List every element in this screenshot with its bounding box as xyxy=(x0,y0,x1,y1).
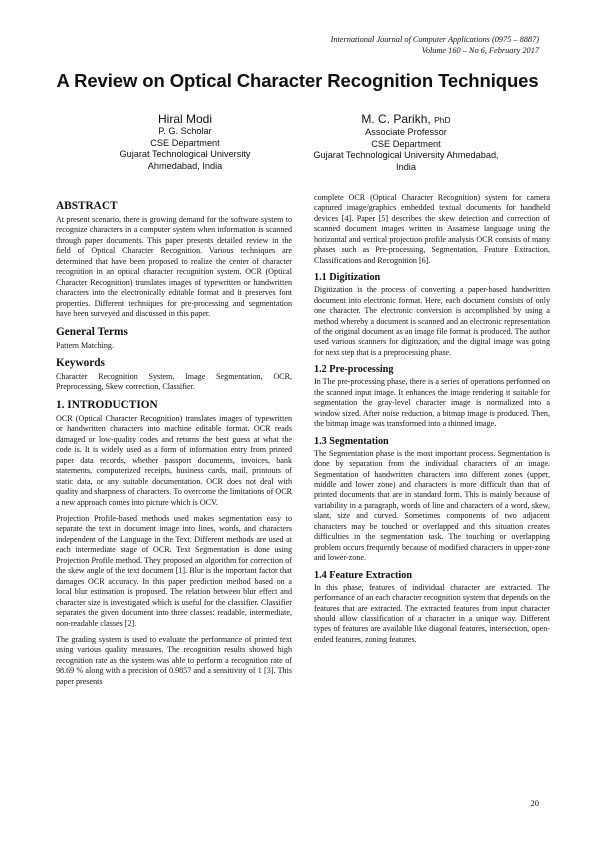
section-heading-digitization: 1.1 Digitization xyxy=(314,272,381,284)
page-number: 20 xyxy=(530,798,539,808)
journal-header xyxy=(331,35,539,56)
section-heading-segmentation: 1.3 Segmentation xyxy=(314,435,389,447)
introduction-continuation: complete OCR (Optical Character Recognition) system for camera captured image/graphics embedded textual documents for handheld devices [4]. Paper [5] describes the skew detection and correction of scanned document images written in Assamese language using the horizontal and vertical projection profile analysis OCR consists of many phases such as Pre-processing, Segmentation, Feature Extraction, Classifications and Recognition [6]. xyxy=(314,193,550,265)
section-text-digitization: Digitization is the process of converting a paper-based handwritten document into electronic format. Here, each document consists of only one character. The electronic conversion is accomplished by using a method whereby a document is scanned and an electronic representation of the original document as an image file format is produced. The author used various scanners for digitization, and the digital image was going for next step that is a preprocessing phase. xyxy=(314,285,550,357)
author-university: Gujarat Technological University xyxy=(119,149,251,160)
author-name: M. C. Parikh, PhD xyxy=(361,112,451,126)
introduction-paragraph: The grading system is used to evaluate the performance of printed text using various quality measures. The recognition results showed high recognition rate as the system was able to perform a recognition rate of 98.69 % along with a precision of 0.9857 and a sensitivity of 1 [3]. This paper presents xyxy=(56,634,292,686)
paper-title: A Review on Optical Character Recognition Techniques xyxy=(56,70,539,91)
introduction-paragraph: OCR (Optical Character Recognition) translates images of typewritten or handwritten characters into machine editable format. OCR reads damaged or low-quality codes and returns the best guess at what the code is. It is widely used as a form of information entry from printed paper data records, whether passport documents, invoices, bank statements, computerized receipts, business cards, mail, printouts of static data, or any suitable documentation. OCR does not deal with quality and sharpness of characters. To overcome the limitations of OCR a new approach comes into picture which is OCV. xyxy=(56,413,292,507)
author-name: Hiral Modi xyxy=(157,112,212,126)
abstract-text: At present scenario, there is growing demand for the software system to recognize characters in a computer system when information is scanned through paper documents. This paper presents detailed review in the field of Optical Character Recognition. Various techniques are determined that have been proposed to realize the center of character recognition in an optical character recognition system. OCR (Optical Character Recognition) translates images of typewritten or handwritten characters into the electronically editable format and it preserves font properties. Different techniques for pre-processing and segmentation have been surveyed and discussed in this paper. xyxy=(56,215,292,319)
section-text-preprocessing: In The pre-processing phase, there is a series of operations performed on the scanned input image. It enhances the image rendering it suitable for segmentation the gray-level character image is normalized into a window sized. After noise reduction, a bitmap image is produced. Then, the bitmap image was transformed into a thinned image. xyxy=(314,377,550,429)
author-department: CSE Department xyxy=(150,137,220,148)
general-terms-text: Pattern Matching. xyxy=(56,340,114,350)
author-degree: PhD xyxy=(434,115,451,125)
author-position: P. G. Scholar xyxy=(158,126,212,136)
author-position: Associate Professor xyxy=(365,127,447,137)
author-department: CSE Department xyxy=(371,138,441,149)
section-heading-feature-extraction: 1.4 Feature Extraction xyxy=(314,569,412,581)
author-block-1 xyxy=(80,112,290,173)
keywords-heading: Keywords xyxy=(56,356,105,369)
journal-volume: Volume 160 – No 6, February 2017 xyxy=(421,45,539,55)
author-location: India xyxy=(396,162,416,173)
author-location: Ahmedabad, India xyxy=(147,161,223,172)
abstract-heading: ABSTRACT xyxy=(56,200,118,212)
right-column xyxy=(314,193,550,651)
author-block-2 xyxy=(282,112,530,174)
section-text-segmentation: The Segmentation phase is the most important process. Segmentation is done by separation from the individual characters of an image. Segmentation of handwritten characters into different zones (upper, middle and lower zone) and characters is more difficult than that of printed documents that are in standard form. This is mainly because of variability in a paragraph, words of line and characters of a word, skew, slant, size and curved. Sometimes components of two adjacent characters may be touched or overlapped and this situation creates difficulties in the segmentation task. The touching or overlapping problem occurs frequently because of modified characters in upper-zone and lower-zone. xyxy=(314,448,550,563)
journal-name: International Journal of Computer Applications (0975 – 8887) xyxy=(330,35,539,44)
introduction-heading: 1. INTRODUCTION xyxy=(56,398,158,411)
left-column xyxy=(56,200,292,693)
general-terms-heading: General Terms xyxy=(56,325,128,338)
author-university: Gujarat Technological University Ahmedabad, xyxy=(313,150,499,161)
keywords-text: Character Recognition System, Image Segmentation, OCR, Preprocessing, Skew correction, Classifier. xyxy=(56,371,292,392)
section-heading-preprocessing: 1.2 Pre-processing xyxy=(314,364,394,376)
introduction-paragraph: Projection Profile-based methods used makes segmentation easy to separate the text in document image into lines, words, and characters independent of the Language in the Text. Different methods are used at each intermediate stage of OCR. Text Segmentation is done using Projection Profile method. They proposed an algorithm for correction of the skew angle of the text document [1]. Blur is the important factor that damages OCR accuracy. In this paper prediction method based on a local blur estimation is proposed. The relation between blur effect and character size is investigated which is useful for the classifier. Classifier separates the given document into three classes: readable, intermediate, non-readable classes [2]. xyxy=(56,513,292,628)
section-text-feature-extraction: In this phase, features of individual character are extracted. The performance of an each character recognition system that depends on the features that are extracted. The extracted features from input character should allow classification of a character in a unique way. Different types of features are available like diagonal features, intersection, open-ended features, zoning features. xyxy=(314,582,550,644)
